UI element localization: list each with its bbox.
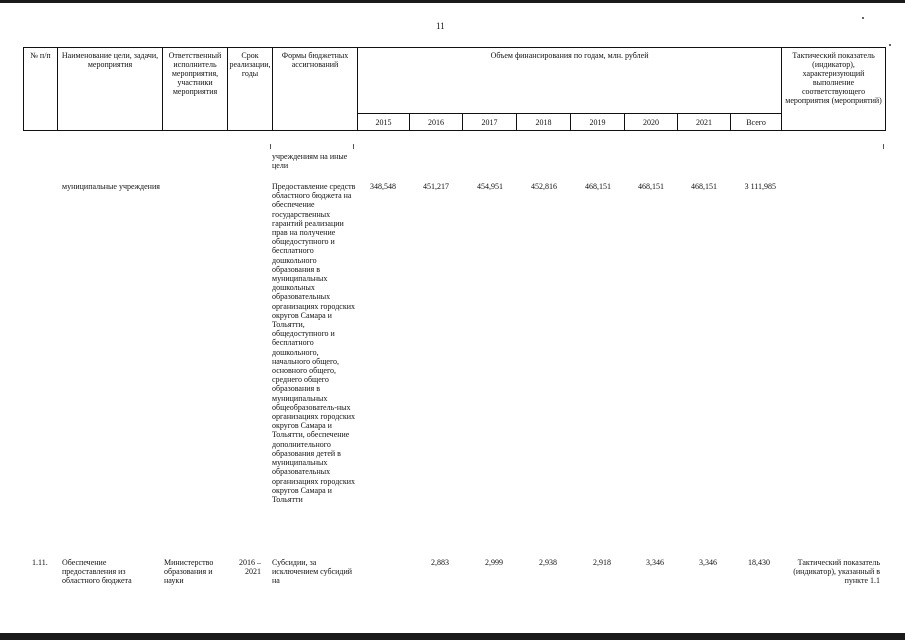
year-2016: 2016: [410, 114, 463, 131]
header-name: Наименование цели, задачи, мероприятия: [58, 48, 163, 131]
year-2017: 2017: [463, 114, 517, 131]
scan-speck: [862, 17, 864, 19]
header-indicator: Тактический показатель (индикатор), характеризующий выполнение соответствующего мероприятия (мероприятий): [782, 48, 886, 131]
row-form-cell: Предоставление средств областного бюджета на обеспечение государственных гарантий реализации прав на получение общедоступного и бесплатного дошкольного образования в муниципальных дошкольных образовательных организациях городских округов Самара и Тольятти, общедоступного и бесплатного дошкольного, начального общего, основного общего, среднего общего образования в муниципальных общеобразователь-ных организациях городских округов Самара и Тольятти, обеспечение дополнительного образования детей в муниципальных образовательных организациях городских округов Самара и Тольятти: [272, 182, 356, 504]
row-value-2015: 348,548: [370, 182, 396, 191]
row-name-cell: Обеспечение предоставления из областного бюджета: [62, 558, 132, 586]
row-value-2017: 454,951: [477, 182, 503, 191]
year-2015: 2015: [358, 114, 410, 131]
year-2020: 2020: [625, 114, 678, 131]
header-finance: Объем финансирования по годам, млн. рублей: [358, 48, 782, 114]
row-form-cell: Субсидии, за исключением субсидий на: [272, 558, 353, 586]
row-value-2020: 468,151: [638, 182, 664, 191]
row-value-2018: 2,938: [539, 558, 557, 567]
row-value-2020: 3,346: [646, 558, 664, 567]
header-no: № п/п: [24, 48, 58, 131]
row-value-2019: 2,918: [593, 558, 611, 567]
header-responsible: Ответственный исполнитель мероприятия, участники мероприятия: [163, 48, 228, 131]
table-tick: [353, 144, 354, 149]
row-value-total: 18,430: [748, 558, 770, 567]
year-2018: 2018: [517, 114, 571, 131]
table-tick: [883, 144, 884, 149]
row-form-cell: учреждениям на иные цели: [272, 152, 348, 171]
row-value-2019: 468,151: [585, 182, 611, 191]
table-tick: [270, 144, 271, 149]
row-value-2021: 468,151: [691, 182, 717, 191]
year-2021: 2021: [678, 114, 731, 131]
bottom-border: [0, 633, 905, 640]
year-2019: 2019: [571, 114, 625, 131]
year-total: Всего: [731, 114, 782, 131]
row-indicator-cell: Тактический показатель (индикатор), указанный в пункте 1.1: [793, 558, 880, 586]
header-term: Срок реализации, годы: [228, 48, 273, 131]
row-number-cell: 1.11.: [32, 558, 48, 567]
page-number: 11: [436, 21, 445, 31]
row-name-cell: муниципальные учреждения: [62, 182, 160, 191]
scan-speck: [889, 44, 891, 46]
row-value-2021: 3,346: [699, 558, 717, 567]
row-value-2018: 452,816: [531, 182, 557, 191]
row-term-cell: 2016 – 2021: [239, 558, 261, 577]
top-border: [0, 0, 905, 3]
table-header: [23, 47, 886, 131]
row-value-2016: 2,883: [431, 558, 449, 567]
header-form: Формы бюджетных ассигнований: [273, 48, 358, 131]
row-responsible-cell: Министерство образования и науки: [164, 558, 214, 586]
row-value-2016: 451,217: [423, 182, 449, 191]
row-value-2017: 2,999: [485, 558, 503, 567]
row-value-total: 3 111,985: [744, 182, 776, 191]
